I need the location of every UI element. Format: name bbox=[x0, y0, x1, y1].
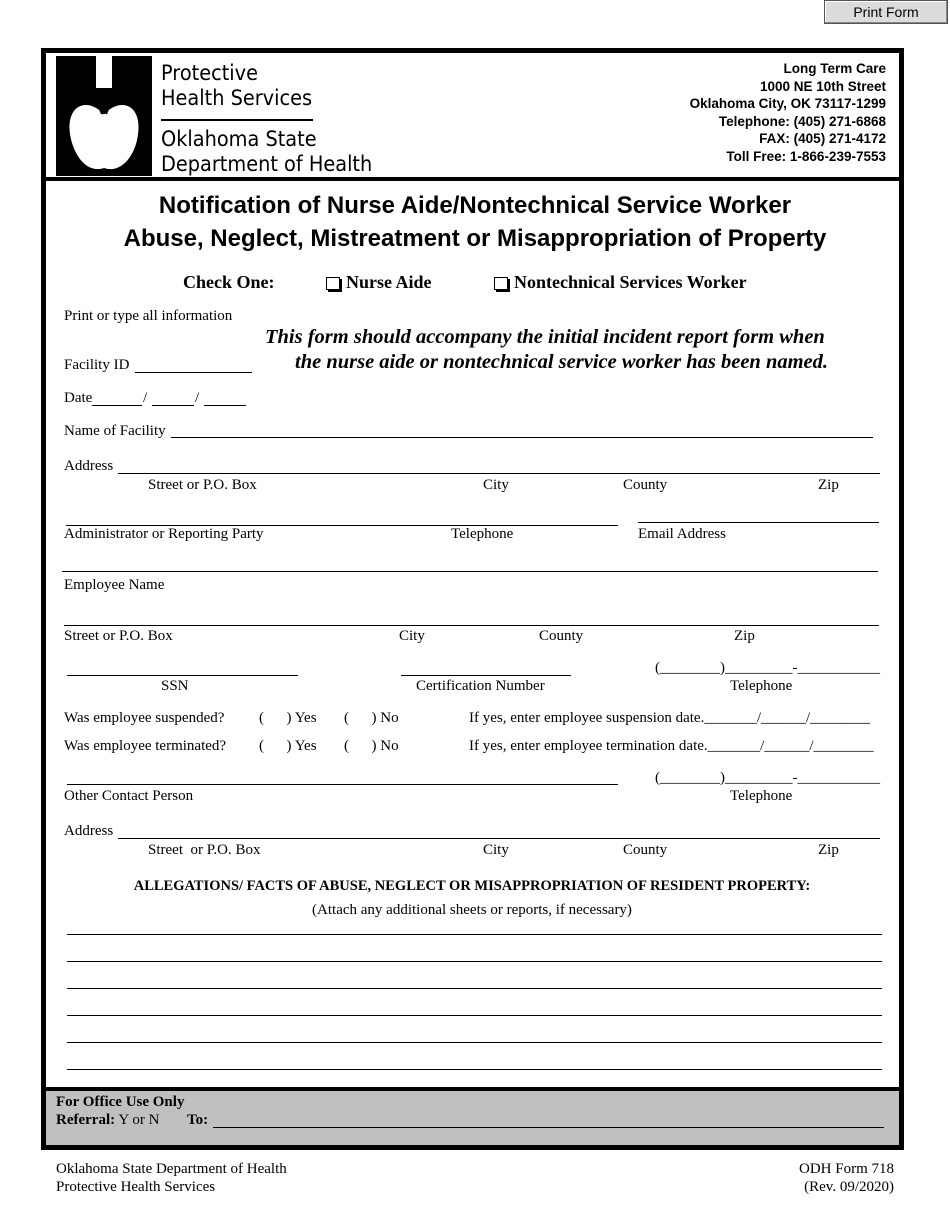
form-number: ODH Form 718 bbox=[798, 1161, 894, 1177]
suspension-date-field[interactable]: _______/______/________ bbox=[704, 710, 871, 726]
employee-city-caption: City bbox=[399, 628, 425, 644]
email-caption: Email Address bbox=[638, 526, 726, 542]
suspended-no-label: No bbox=[380, 710, 399, 726]
referral-to-field[interactable] bbox=[213, 1127, 884, 1128]
terminated-yes-close: ) bbox=[286, 738, 292, 754]
referral-value[interactable]: Y or N bbox=[118, 1112, 160, 1128]
employee-zip-caption: Zip bbox=[734, 628, 755, 644]
ssn-caption: SSN bbox=[161, 678, 189, 694]
logo-divider bbox=[161, 119, 313, 121]
other-contact-field[interactable] bbox=[67, 784, 618, 785]
employee-name-top-rule bbox=[62, 571, 878, 572]
administrator-caption: Administrator or Reporting Party bbox=[64, 526, 264, 542]
nontechnical-checkbox[interactable] bbox=[494, 277, 508, 290]
facility-zip-caption: Zip bbox=[818, 477, 839, 493]
footer-left-line-1: Oklahoma State Department of Health bbox=[56, 1161, 287, 1177]
dept-name bbox=[161, 127, 372, 177]
suspended-no-open: ( bbox=[344, 710, 349, 726]
dept-line-2: Department of Health bbox=[161, 152, 373, 176]
address-line: 1000 NE 10th Street bbox=[759, 78, 886, 94]
allegations-line[interactable] bbox=[67, 1015, 882, 1016]
referral-label: Referral: bbox=[56, 1112, 116, 1128]
address-line: FAX: (405) 271-4172 bbox=[759, 131, 886, 146]
contact-address-label: Address bbox=[64, 823, 114, 839]
suspended-question: Was employee suspended? bbox=[64, 710, 225, 726]
date-separator-2: / bbox=[195, 390, 200, 406]
apple-logo-icon bbox=[56, 56, 152, 176]
allegations-subheading: (Attach any additional sheets or reports, if necessary) bbox=[312, 902, 632, 918]
terminated-no-label: No bbox=[380, 738, 399, 754]
instructions: Print or type all information bbox=[64, 308, 233, 324]
allegations-heading: ALLEGATIONS/ FACTS OF ABUSE, NEGLECT OR MISAPPROPRIATION OF RESIDENT PROPERTY: bbox=[133, 878, 811, 894]
nontechnical-label: Nontechnical Services Worker bbox=[514, 272, 747, 292]
employee-telephone-caption: Telephone bbox=[730, 678, 793, 694]
suspension-date-row bbox=[469, 710, 870, 727]
terminated-no-option[interactable] bbox=[344, 738, 399, 755]
contact-address-field[interactable] bbox=[118, 838, 880, 839]
allegations-line[interactable] bbox=[67, 934, 882, 935]
footer-right bbox=[799, 1160, 894, 1196]
suspended-yes-label: Yes bbox=[294, 710, 317, 726]
form-title-line-2: Abuse, Neglect, Mistreatment or Misappropriation of Property bbox=[123, 225, 827, 252]
termination-date-label: If yes, enter employee termination date. bbox=[469, 738, 708, 754]
form-title-line-1: Notification of Nurse Aide/Nontechnical Service Worker bbox=[158, 192, 792, 219]
certification-number-field[interactable] bbox=[401, 675, 571, 676]
other-contact-telephone-caption: Telephone bbox=[730, 788, 793, 804]
suspended-yes-open: ( bbox=[259, 710, 264, 726]
facility-name-label: Name of Facility bbox=[64, 423, 166, 439]
print-form-button[interactable]: Print Form bbox=[824, 0, 948, 24]
office-use-title: For Office Use Only bbox=[56, 1094, 185, 1110]
footer-left-line-2: Protective Health Services bbox=[56, 1179, 216, 1195]
osdh-logo bbox=[56, 56, 152, 176]
employee-street-caption: Street or P.O. Box bbox=[64, 628, 173, 644]
facility-address-field[interactable] bbox=[118, 473, 880, 474]
date-label: Date bbox=[64, 390, 93, 406]
facility-name-field[interactable] bbox=[171, 437, 873, 438]
contact-zip-caption: Zip bbox=[818, 842, 839, 858]
allegations-line[interactable] bbox=[67, 988, 882, 989]
certification-caption: Certification Number bbox=[416, 678, 545, 694]
ssn-field[interactable] bbox=[67, 675, 298, 676]
footer-left bbox=[56, 1160, 287, 1196]
address-line: Telephone: (405) 271-6868 bbox=[718, 113, 886, 129]
facility-id-field[interactable] bbox=[135, 372, 252, 373]
address-line: Oklahoma City, OK 73117-1299 bbox=[689, 96, 886, 111]
nurse-aide-checkbox[interactable] bbox=[326, 277, 340, 290]
suspended-no-close: ) bbox=[371, 710, 377, 726]
nurse-aide-label: Nurse Aide bbox=[346, 272, 432, 292]
administrator-telephone-caption: Telephone bbox=[451, 526, 514, 542]
facility-street-caption: Street or P.O. Box bbox=[148, 477, 257, 493]
suspended-yes-close: ) bbox=[286, 710, 292, 726]
allegations-line[interactable] bbox=[67, 961, 882, 962]
form-revision: (Rev. 09/2020) bbox=[804, 1179, 894, 1195]
terminated-yes-option[interactable] bbox=[259, 738, 317, 755]
org-line-2: Health Services bbox=[161, 86, 313, 110]
allegations-line[interactable] bbox=[67, 1042, 882, 1043]
email-field[interactable] bbox=[638, 522, 879, 523]
suspension-date-label: If yes, enter employee suspension date. bbox=[469, 710, 705, 726]
date-separator-1: / bbox=[143, 390, 148, 406]
other-contact-caption: Other Contact Person bbox=[64, 788, 194, 804]
referral-to-label: To: bbox=[187, 1112, 209, 1128]
terminated-yes-label: Yes bbox=[294, 738, 317, 754]
note-line-1: This form should accompany the initial incident report form when bbox=[265, 326, 825, 348]
contact-street-caption: Street or P.O. Box bbox=[148, 842, 261, 858]
org-name bbox=[161, 61, 312, 111]
facility-county-caption: County bbox=[623, 477, 668, 493]
facility-id-label: Facility ID bbox=[64, 357, 130, 373]
org-line-1: Protective bbox=[161, 61, 259, 85]
allegations-line[interactable] bbox=[67, 1069, 882, 1070]
contact-city-caption: City bbox=[483, 842, 509, 858]
employee-telephone-field[interactable]: (________)_________-___________ bbox=[655, 660, 880, 676]
office-address bbox=[690, 60, 886, 165]
terminated-yes-open: ( bbox=[259, 738, 264, 754]
address-line: Long Term Care bbox=[783, 61, 886, 76]
date-day-field[interactable] bbox=[152, 405, 194, 406]
terminated-no-close: ) bbox=[371, 738, 377, 754]
suspended-yes-option[interactable] bbox=[259, 710, 317, 727]
date-year-field[interactable] bbox=[204, 405, 246, 406]
nontechnical-option[interactable] bbox=[494, 272, 747, 293]
dept-line-1: Oklahoma State bbox=[161, 127, 317, 151]
termination-date-field[interactable]: _______/______/________ bbox=[707, 738, 874, 754]
check-one-label: Check One: bbox=[183, 272, 275, 292]
contact-county-caption: County bbox=[623, 842, 668, 858]
employee-county-caption: County bbox=[539, 628, 584, 644]
header-divider bbox=[41, 177, 904, 181]
note-line-2: the nurse aide or nontechnical service worker has been named. bbox=[295, 351, 829, 373]
address-line: Toll Free: 1-866-239-7553 bbox=[726, 148, 886, 164]
termination-date-row bbox=[469, 738, 874, 755]
other-contact-telephone-field[interactable]: (________)_________-___________ bbox=[655, 770, 880, 786]
facility-address-label: Address bbox=[64, 458, 114, 474]
suspended-no-option[interactable] bbox=[344, 710, 399, 727]
employee-address-field[interactable] bbox=[64, 625, 879, 626]
nurse-aide-option[interactable] bbox=[326, 272, 432, 293]
facility-city-caption: City bbox=[483, 477, 509, 493]
terminated-question: Was employee terminated? bbox=[64, 738, 227, 754]
employee-name-label: Employee Name bbox=[64, 577, 165, 593]
terminated-no-open: ( bbox=[344, 738, 349, 754]
referral-row bbox=[56, 1112, 159, 1129]
date-month-field[interactable] bbox=[92, 405, 142, 406]
